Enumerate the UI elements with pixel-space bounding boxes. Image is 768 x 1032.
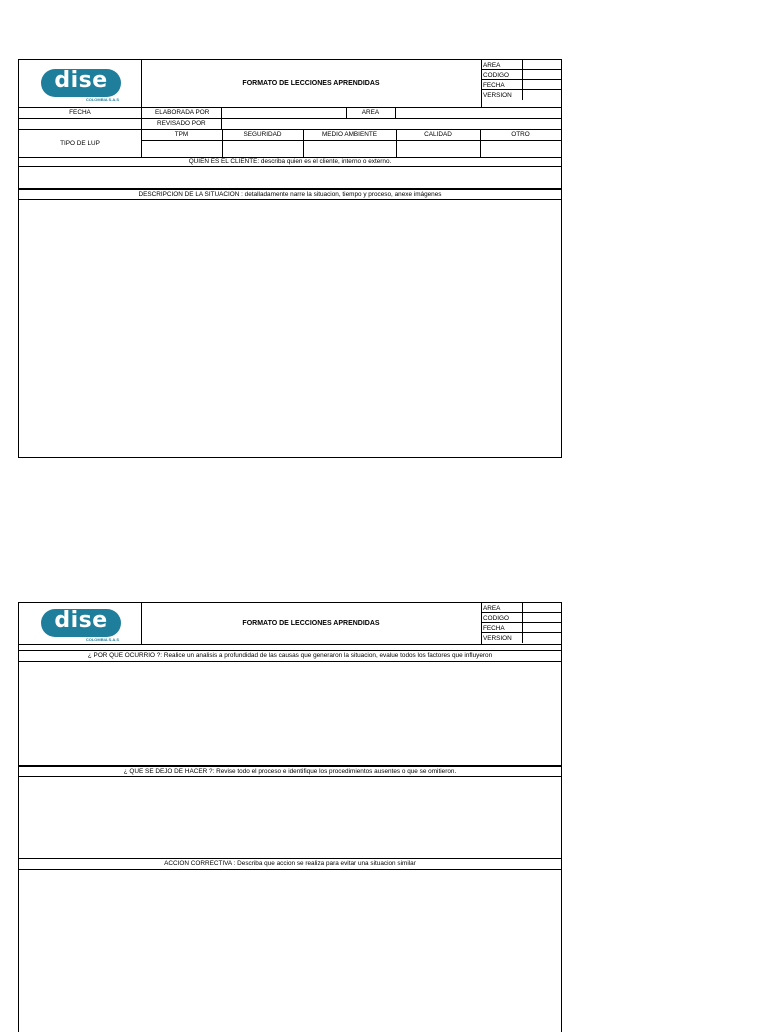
row-por-que-header — [19, 651, 561, 662]
label-area: AREA — [361, 109, 380, 117]
meta-row-version-2 — [482, 633, 561, 643]
option-medio-ambiente[interactable]: MEDIO AMBIENTE — [321, 130, 378, 138]
meta-value-codigo-2[interactable] — [522, 613, 561, 623]
descripcion-field[interactable] — [19, 200, 561, 457]
value-revisado-por[interactable] — [222, 119, 561, 130]
accion-field[interactable] — [19, 870, 561, 1030]
label-accion: ACCION CORRECTIVA : Describa que accion se realiza para evitar una situacion similar — [164, 860, 416, 868]
meta-row-codigo — [482, 70, 561, 80]
meta-value-fecha-2[interactable] — [522, 623, 561, 633]
que-se-dejo-field[interactable] — [19, 777, 561, 859]
logo-wordmark: dise — [54, 68, 108, 93]
logo-box — [19, 60, 142, 107]
meta-row-fecha — [482, 80, 561, 90]
label-revisado-por: REVISADO POR — [157, 120, 206, 128]
meta-block — [481, 60, 561, 107]
meta-label-version: VERSION — [483, 91, 512, 99]
row-revisado — [19, 119, 561, 130]
dise-logo — [37, 66, 123, 102]
logo-subtitle-2: COLOMBIA S.A.S — [85, 636, 119, 642]
value-area[interactable] — [396, 108, 561, 119]
label-fecha: FECHA — [69, 109, 91, 117]
label-por-que: ¿ POR QUE OCURRIO ?: Realice un analisis a profundidad de las causas que generaron la situacion, evalue todos los factores que influyeron — [87, 652, 493, 660]
row-fecha — [19, 108, 561, 119]
option-seguridad[interactable]: SEGURIDAD — [243, 130, 282, 138]
meta-label-codigo-2: CODIGO — [483, 614, 509, 622]
value-fecha[interactable] — [19, 119, 141, 130]
meta-value-area[interactable] — [522, 60, 561, 70]
meta-value-codigo[interactable] — [522, 70, 561, 80]
dise-logo-2 — [37, 606, 123, 642]
meta-label-fecha-2: FECHA — [483, 624, 505, 632]
meta-label-codigo: CODIGO — [483, 71, 509, 79]
label-elaborada-por: ELABORADA POR — [155, 109, 210, 117]
label-cliente: QUIEN ES EL CLIENTE: describa quien es el cliente, interno o externo. — [188, 158, 392, 166]
meta-label-fecha: FECHA — [483, 81, 505, 89]
meta-value-version-2[interactable] — [522, 633, 561, 643]
logo-pill-2 — [41, 609, 121, 637]
meta-row-fecha-2 — [482, 623, 561, 633]
logo-subtitle: COLOMBIA S.A.S — [85, 96, 119, 102]
meta-value-fecha[interactable] — [522, 80, 561, 90]
meta-label-area-2: AREA — [483, 604, 501, 612]
meta-row-area — [482, 60, 561, 70]
label-que-se-dejo: ¿ QUE SE DEJO DE HACER ?: Revise todo el proceso e identifique los procedimientos ausentes o que se omitieron. — [123, 767, 457, 775]
option-tpm[interactable]: TPM — [174, 130, 189, 138]
meta-block-2 — [481, 603, 561, 644]
label-descripcion: DESCRIPCION DE LA SITUACION : detalladamente narre la situacion, tiempo y proceso, anexe imágenes — [138, 190, 442, 198]
form-title-2: FORMATO DE LECCIONES APRENDIDAS — [242, 620, 380, 627]
logo-pill — [41, 69, 121, 97]
meta-value-area-2[interactable] — [522, 603, 561, 613]
meta-row-area-2 — [482, 603, 561, 613]
form-header-2 — [19, 603, 561, 645]
row-cliente-header — [19, 158, 561, 167]
form-sheet-1 — [18, 59, 562, 458]
meta-value-version[interactable] — [522, 90, 561, 100]
option-otro[interactable]: OTRO — [511, 130, 530, 138]
logo-wordmark-2: dise — [54, 608, 108, 633]
row-accion-header — [19, 859, 561, 870]
row-descripcion-header — [19, 190, 561, 200]
meta-label-version-2: VERSION — [483, 634, 512, 642]
por-que-field[interactable] — [19, 662, 561, 766]
option-calidad[interactable]: CALIDAD — [424, 130, 452, 138]
cliente-field[interactable] — [19, 167, 561, 189]
row-tipo-lup — [19, 130, 561, 158]
form-header — [19, 60, 561, 108]
form-title: FORMATO DE LECCIONES APRENDIDAS — [242, 80, 380, 87]
row-que-se-dejo-header — [19, 767, 561, 777]
meta-row-codigo-2 — [482, 613, 561, 623]
value-elaborada-por[interactable] — [222, 108, 346, 119]
label-tipo-lup: TIPO DE LUP — [60, 139, 100, 147]
logo-box-2 — [19, 603, 142, 644]
meta-row-version — [482, 90, 561, 100]
form-sheet-2 — [18, 602, 562, 1032]
meta-label-area: AREA — [483, 61, 501, 69]
